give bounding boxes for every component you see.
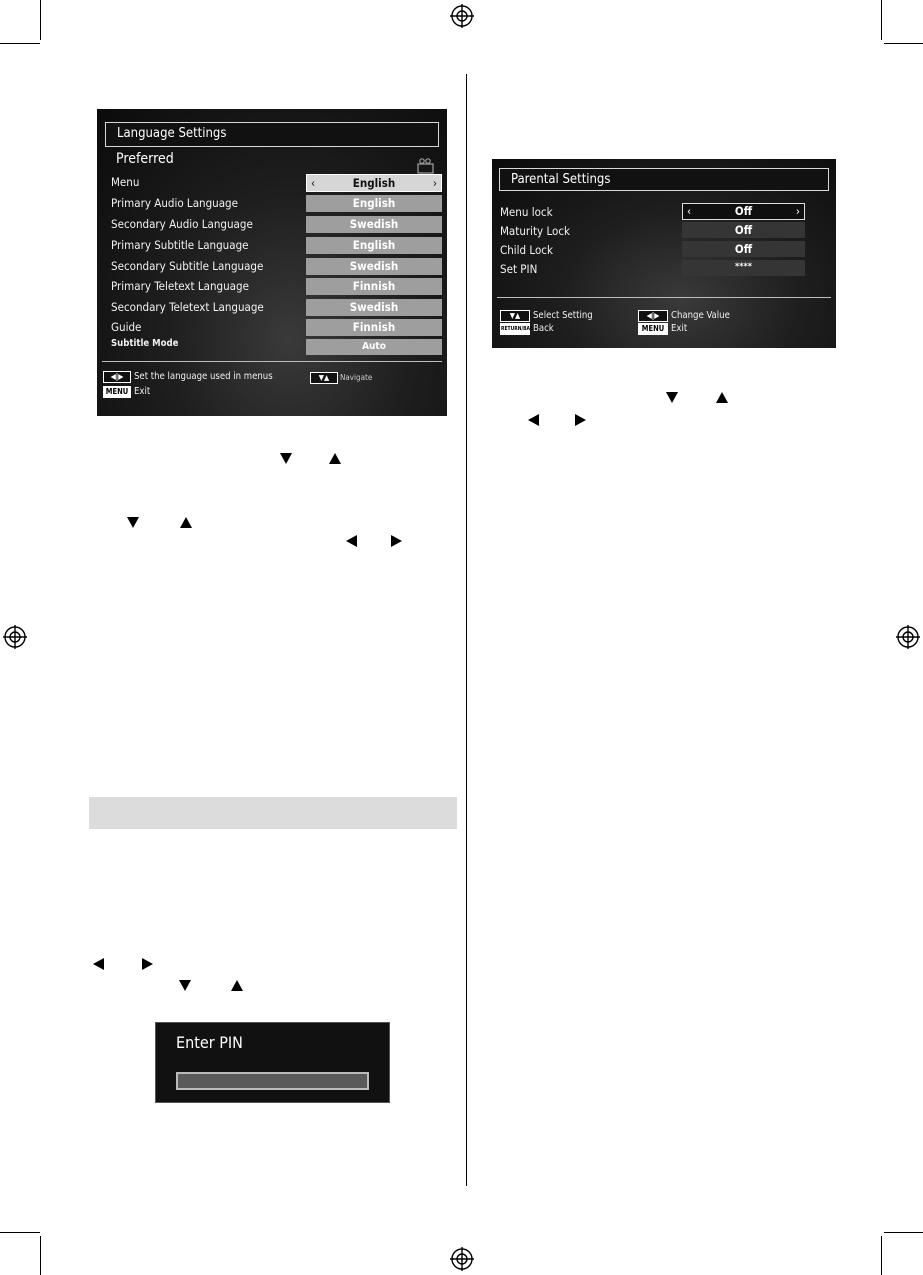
crop-mark-br-h <box>884 1232 923 1233</box>
row-label-primary-subtitle: Primary Subtitle Language <box>111 238 249 252</box>
row-label-child-lock: Child Lock <box>500 243 553 257</box>
row-label-set-pin: Set PIN <box>500 262 538 276</box>
down-arrow-icon <box>666 392 678 403</box>
section-heading-bar <box>89 797 457 829</box>
value-secondary-audio[interactable]: Swedish <box>306 216 442 233</box>
value-text: English <box>352 176 396 190</box>
hint-back: Back <box>533 323 554 334</box>
hint-set-language: Set the language used in menus <box>134 371 273 382</box>
dialog-title: Enter PIN <box>176 1033 243 1052</box>
hint-navigate: Navigate <box>340 373 373 382</box>
right-arrow-icon <box>142 958 153 970</box>
row-label-menu: Menu <box>111 175 140 189</box>
right-arrow-icon <box>391 535 402 547</box>
down-up-key-icon: ▼▲ <box>310 372 338 384</box>
row-label-guide: Guide <box>111 320 142 334</box>
value-primary-audio[interactable]: English <box>306 195 442 212</box>
value-primary-teletext[interactable]: Finnish <box>306 278 442 295</box>
hint-select-setting: Select Setting <box>533 310 593 321</box>
camera-icon <box>416 158 438 174</box>
crop-mark-tr-h <box>884 43 923 44</box>
crop-mark-bl-h <box>0 1232 40 1233</box>
down-arrow-icon <box>280 453 292 464</box>
row-label-secondary-teletext: Secondary Teletext Language <box>111 300 264 314</box>
value-menu[interactable] <box>306 174 442 192</box>
row-label-primary-audio: Primary Audio Language <box>111 196 238 210</box>
row-label-primary-teletext: Primary Teletext Language <box>111 279 249 293</box>
value-text: Off <box>734 204 753 218</box>
value-secondary-subtitle[interactable]: Swedish <box>306 258 442 275</box>
right-arrow-icon <box>575 414 586 426</box>
hint-change-value: Change Value <box>671 310 730 321</box>
registration-mark-icon <box>896 625 920 649</box>
pin-input[interactable] <box>176 1072 369 1090</box>
arrow-right-icon[interactable]: › <box>795 204 800 218</box>
left-arrow-icon <box>93 958 104 970</box>
screen-title: Parental Settings <box>499 168 829 191</box>
crop-mark-tl-v <box>40 0 41 40</box>
value-child-lock[interactable]: Off <box>682 241 805 257</box>
arrow-left-icon[interactable]: ‹ <box>687 204 692 218</box>
value-menu-lock[interactable] <box>682 203 805 220</box>
value-secondary-teletext[interactable]: Swedish <box>306 299 442 316</box>
crop-mark-bl-v <box>40 1236 41 1275</box>
menu-key-icon: MENU <box>103 386 131 398</box>
crop-mark-br-v <box>881 1236 882 1275</box>
footer-separator <box>497 297 831 298</box>
return-back-key-icon: RETURN/BACK <box>500 323 530 335</box>
enter-pin-dialog <box>155 1022 390 1103</box>
down-up-key-icon: ▼▲ <box>500 310 530 322</box>
parental-settings-screen <box>492 159 836 348</box>
row-label-maturity-lock: Maturity Lock <box>500 224 571 238</box>
row-label-menu-lock: Menu lock <box>500 205 553 219</box>
registration-mark-icon <box>3 625 27 649</box>
crop-mark-tr-v <box>881 0 882 40</box>
down-arrow-icon <box>127 517 139 528</box>
registration-mark-icon <box>450 1247 474 1271</box>
menu-key-icon: MENU <box>638 323 668 335</box>
left-right-key-icon: ◀|▶ <box>103 371 131 383</box>
value-guide[interactable]: Finnish <box>306 319 442 336</box>
hint-exit: Exit <box>134 386 151 397</box>
column-divider <box>466 74 467 1186</box>
registration-mark-icon <box>450 4 474 28</box>
arrow-right-icon[interactable]: › <box>432 176 437 190</box>
row-label-secondary-subtitle: Secondary Subtitle Language <box>111 259 264 273</box>
left-arrow-icon <box>528 414 539 426</box>
row-label-secondary-audio: Secondary Audio Language <box>111 217 253 231</box>
screen-title: Language Settings <box>105 122 439 147</box>
up-arrow-icon <box>716 392 728 403</box>
left-right-key-icon: ◀|▶ <box>638 310 668 322</box>
down-arrow-icon <box>179 980 191 991</box>
row-label-subtitle-mode: Subtitle Mode <box>111 338 179 349</box>
arrow-left-icon[interactable]: ‹ <box>311 176 316 190</box>
hint-exit: Exit <box>671 323 688 334</box>
left-arrow-icon <box>346 535 357 547</box>
value-subtitle-mode[interactable]: Auto <box>306 339 442 355</box>
up-arrow-icon <box>329 453 341 464</box>
value-maturity-lock[interactable]: Off <box>682 222 805 238</box>
language-settings-screen <box>97 109 447 416</box>
up-arrow-icon <box>231 980 243 991</box>
footer-separator <box>102 361 442 362</box>
section-header: Preferred <box>116 151 174 167</box>
value-set-pin[interactable]: **** <box>682 260 805 276</box>
crop-mark-tl-h <box>0 43 40 44</box>
value-primary-subtitle[interactable]: English <box>306 237 442 254</box>
up-arrow-icon <box>180 517 192 528</box>
